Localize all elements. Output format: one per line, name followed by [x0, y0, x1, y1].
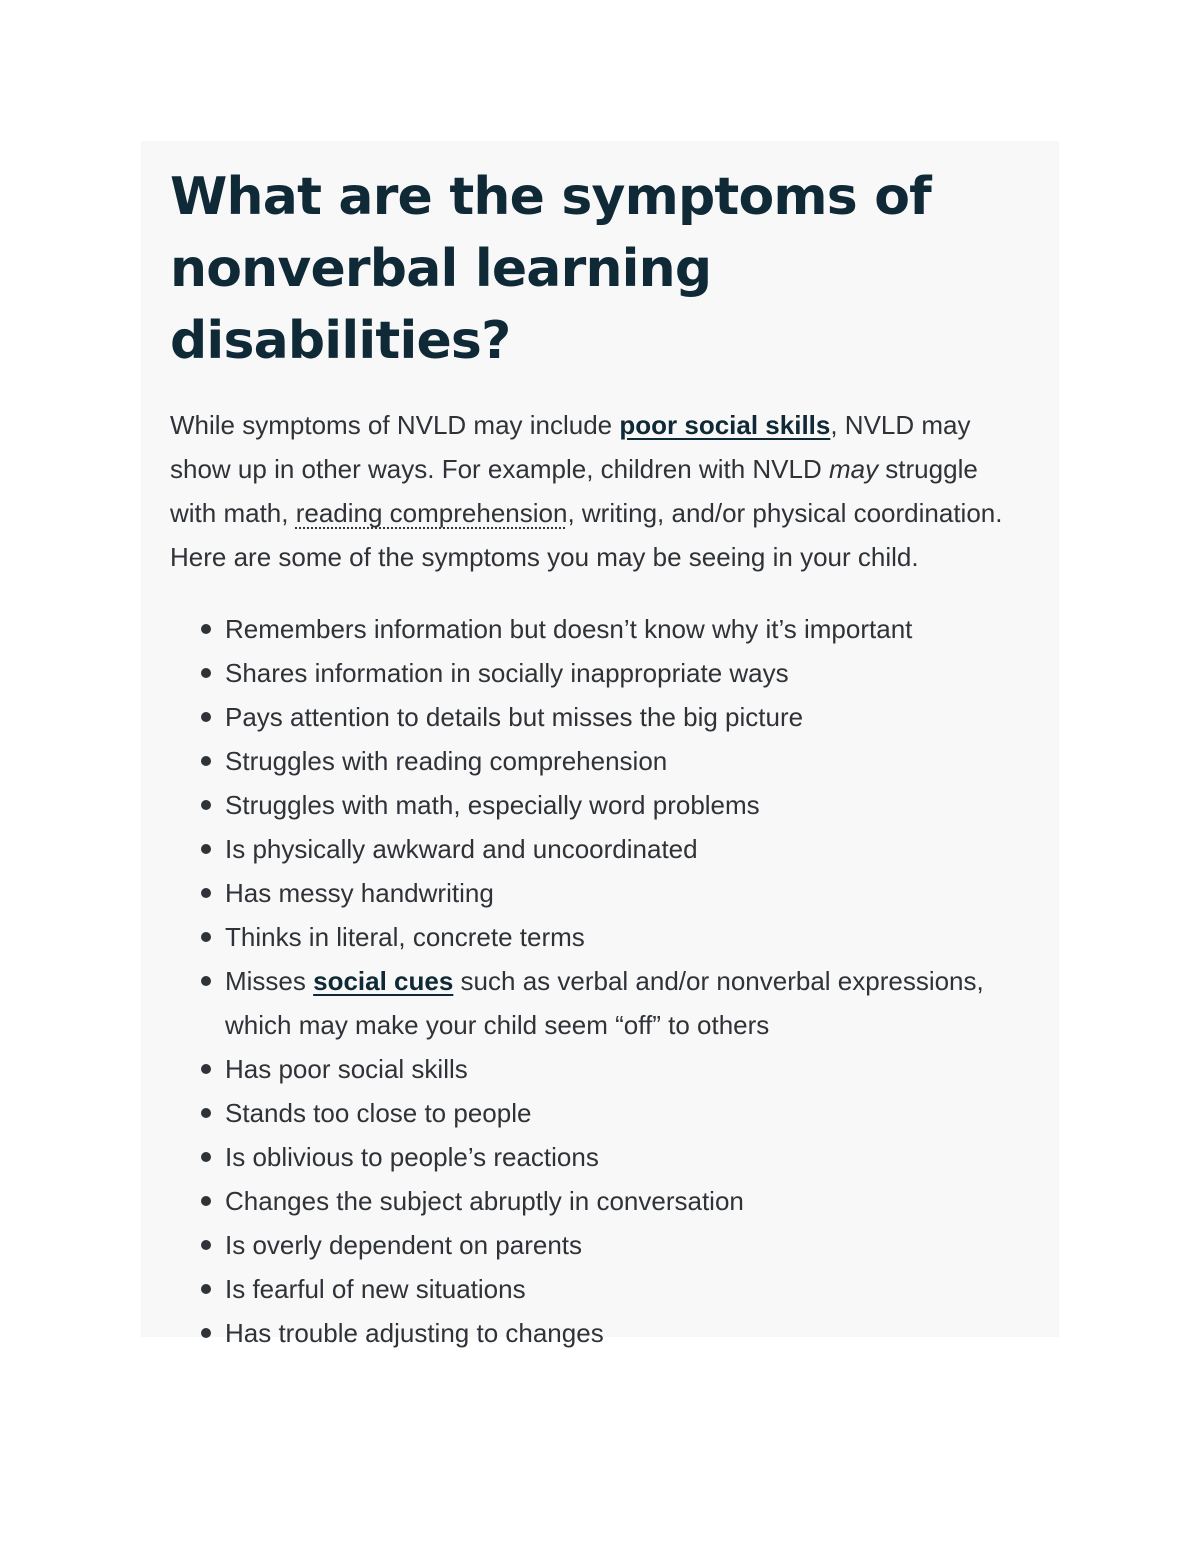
symptom-text: Has trouble adjusting to changes	[225, 1318, 604, 1348]
bullet-icon	[201, 1152, 211, 1162]
bullet-icon	[201, 800, 211, 810]
bullet-icon	[201, 1196, 211, 1206]
symptom-text: Remembers information but doesn’t know why it’s important	[225, 614, 913, 644]
intro-text-1: While symptoms of NVLD may include	[170, 410, 620, 440]
symptom-text: Is overly dependent on parents	[225, 1230, 583, 1260]
intro-text-4: , writing, and/or physical coordination. Here are some of the symptoms you may be seeing in your child.	[170, 498, 1003, 572]
list-item	[225, 695, 1029, 739]
symptom-text: Changes the subject abruptly in conversation	[225, 1186, 744, 1216]
list-item	[225, 1179, 1029, 1223]
symptom-text: Struggles with reading comprehension	[225, 746, 668, 776]
bullet-icon	[201, 668, 211, 678]
list-item	[225, 607, 1029, 651]
list-item	[225, 1091, 1029, 1135]
symptom-text: Thinks in literal, concrete terms	[225, 922, 585, 952]
list-item	[225, 959, 1029, 1047]
bullet-icon	[201, 888, 211, 898]
list-item	[225, 1267, 1029, 1311]
reading-comprehension-link[interactable]: reading comprehension	[295, 498, 568, 528]
intro-paragraph	[170, 403, 1029, 579]
bullet-icon	[201, 976, 211, 986]
symptom-text: Pays attention to details but misses the big picture	[225, 702, 804, 732]
social-cues-link[interactable]: social cues	[313, 966, 454, 996]
poor-social-skills-link[interactable]: poor social skills	[619, 410, 831, 440]
symptom-text: Is physically awkward and uncoordinated	[225, 834, 698, 864]
bullet-icon	[201, 1064, 211, 1074]
bullet-icon	[201, 844, 211, 854]
symptoms-list	[170, 607, 1029, 1355]
bullet-icon	[201, 1328, 211, 1338]
list-item	[225, 1135, 1029, 1179]
list-item	[225, 915, 1029, 959]
article-title: What are the symptoms of nonverbal learning disabilities?	[170, 167, 932, 371]
symptom-text: Has poor social skills	[225, 1054, 468, 1084]
symptom-text-before: Misses	[225, 966, 314, 996]
intro-text-3: struggle with math,	[170, 454, 978, 528]
bullet-icon	[201, 624, 211, 634]
bullet-icon	[201, 712, 211, 722]
list-item	[225, 871, 1029, 915]
list-item	[225, 1311, 1029, 1355]
symptom-text: Shares information in socially inappropriate ways	[225, 658, 789, 688]
list-item	[225, 1223, 1029, 1267]
bullet-icon	[201, 1240, 211, 1250]
article-card	[141, 141, 1059, 1348]
intro-text-2: , NVLD may show up in other ways. For example, children with NVLD	[170, 410, 971, 484]
list-item	[225, 783, 1029, 827]
symptom-text: Is oblivious to people’s reactions	[225, 1142, 599, 1172]
symptom-text: Stands too close to people	[225, 1098, 532, 1128]
symptom-text: Is fearful of new situations	[225, 1274, 526, 1304]
symptom-text: Struggles with math, especially word problems	[225, 790, 760, 820]
list-item	[225, 651, 1029, 695]
bullet-icon	[201, 1284, 211, 1294]
list-item	[225, 1047, 1029, 1091]
bullet-icon	[201, 1108, 211, 1118]
intro-emphasis: may	[828, 454, 879, 484]
symptom-text: Has messy handwriting	[225, 878, 494, 908]
bullet-icon	[201, 756, 211, 766]
bullet-icon	[201, 932, 211, 942]
symptom-text-after: such as verbal and/or nonverbal expressions, which may make your child seem “off” to others	[225, 966, 984, 1040]
list-item	[225, 739, 1029, 783]
list-item	[225, 827, 1029, 871]
